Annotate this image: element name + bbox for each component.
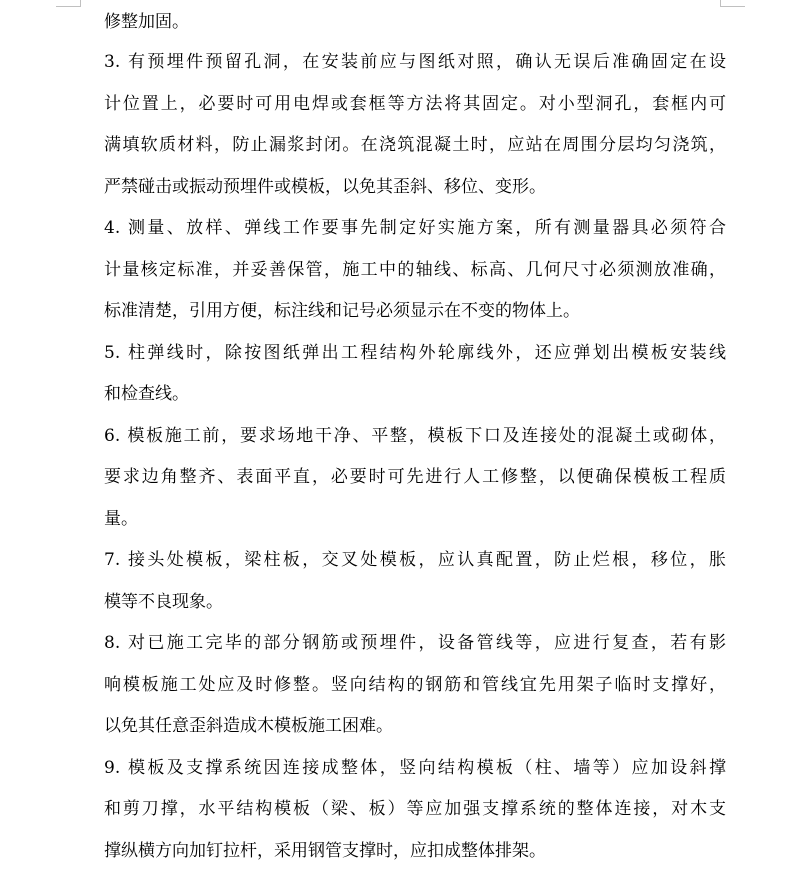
text-line: 和检查线。	[104, 384, 189, 404]
text-line: 严禁碰击或振动预埋件或模板，以免其歪斜、移位、变形。	[104, 176, 546, 197]
document-body	[104, 0, 726, 872]
text-line: 6. 模板施工前，要求场地干净、平整，模板下口及连接处的混凝土或砌体，	[104, 425, 726, 446]
page-corner-mark-left	[56, 0, 81, 7]
text-line: 9. 模板及支撑系统因连接成整体，竖向结构模板（柱、墙等）应加设斜撑	[104, 757, 726, 778]
text-line: 计量核定标准，并妥善保管，施工中的轴线、标高、几何尺寸必须测放准确，	[104, 259, 726, 280]
text-line: 8. 对已施工完毕的部分钢筋或预埋件，设备管线等，应进行复查，若有影	[104, 633, 726, 653]
text-line: 标准清楚，引用方便，标注线和记号必须显示在不变的物体上。	[104, 301, 580, 321]
text-line: 撑纵横方向加钉拉杆，采用钢管支撑时，应扣成整体排架。	[104, 840, 546, 861]
text-line: 计位置上，必要时可用电焊或套框等方法将其固定。对小型洞孔，套框内可	[104, 93, 726, 114]
text-line: 7. 接头处模板，梁柱板，交叉处模板，应认真配置，防止烂根，移位，胀	[104, 550, 726, 570]
text-line: 4. 测量、放样、弹线工作要事先制定好实施方案，所有测量器具必须符合	[104, 218, 726, 238]
text-line: 3. 有预埋件预留孔洞，在安装前应与图纸对照，确认无误后准确固定在设	[104, 52, 726, 72]
text-line: 量。	[104, 508, 138, 529]
text-line: 5. 柱弹线时，除按图纸弹出工程结构外轮廓线外，还应弹划出模板安装线	[104, 342, 726, 363]
text-line: 响模板施工处应及时修整。竖向结构的钢筋和管线宜先用架子临时支撑好，	[104, 674, 726, 695]
text-line: 模等不良现象。	[104, 591, 223, 612]
text-line: 以免其任意歪斜造成木模板施工困难。	[104, 716, 393, 736]
text-line: 和剪刀撑，水平结构模板（梁、板）等应加强支撑系统的整体连接，对木支	[104, 799, 726, 819]
text-line: 要求边角整齐、表面平直，必要时可先进行人工修整，以便确保模板工程质	[104, 467, 726, 487]
text-line: 满填软质材料，防止漏浆封闭。在浇筑混凝土时，应站在周围分层均匀浇筑，	[104, 135, 726, 155]
text-line: 修整加固。	[104, 12, 189, 32]
